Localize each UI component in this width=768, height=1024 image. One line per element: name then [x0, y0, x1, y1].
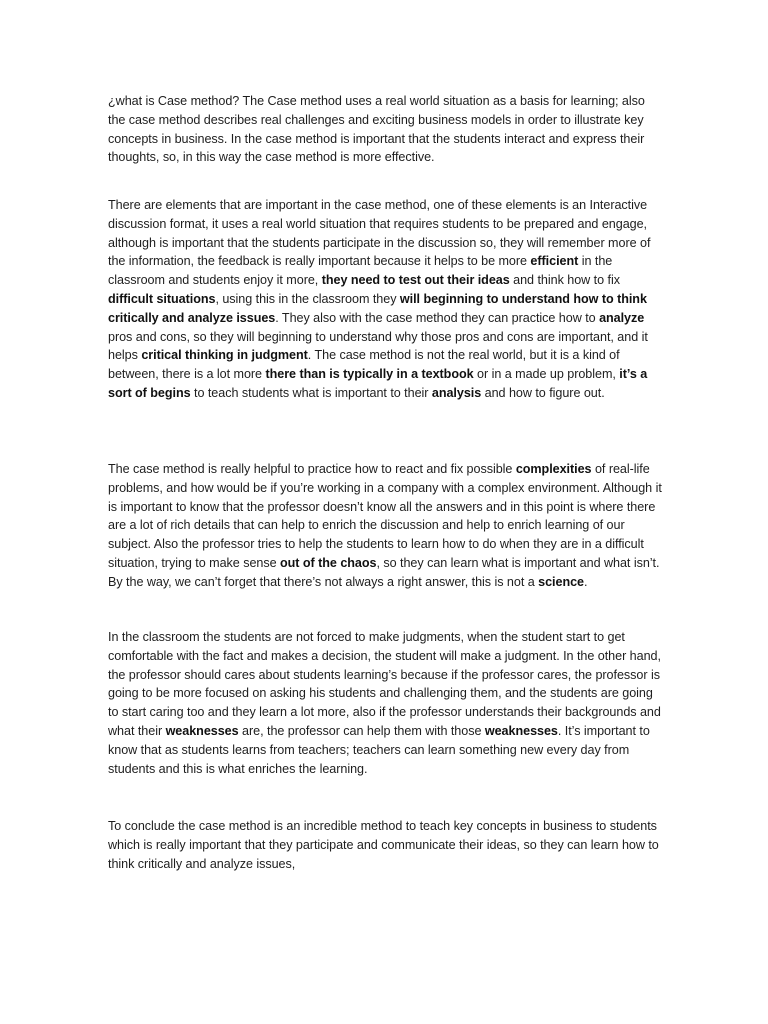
text-run: of real-life problems, and how would be if you’re working in a company with a complex environment. Although it is important to know that the professor doesn’t know all the answers and in this point is where there are a lot of rich details that can help to enrich the discussion and help to enrich learning of our subject. Also the professor tries to help the students to learn how to do when they are in a difficult situation, trying to make sense	[108, 462, 662, 570]
paragraph-classroom	[108, 628, 664, 778]
text-run: in the classroom and students enjoy it more,	[108, 254, 613, 288]
bold-phrase: science	[538, 574, 585, 589]
text-run: to teach students what is important to their	[190, 385, 432, 400]
bold-phrase: weaknesses	[165, 723, 239, 738]
text-run: .	[584, 574, 588, 589]
bold-phrase: there than is typically in a textbook	[265, 367, 474, 382]
bold-phrase: critical thinking in judgment	[141, 348, 308, 363]
text-run: , using this in the classroom they	[215, 291, 400, 306]
bold-phrase: it’s a sort of begins	[108, 367, 648, 400]
text-run: The case method is really helpful to practice how to react and fix possible	[108, 462, 516, 476]
text-run: . The case method is not the real world, but it is a kind of between, there is a lot more	[108, 348, 620, 382]
text-run: pros and cons, so they will beginning to understand why those pros and cons are important, and it helps	[108, 329, 648, 363]
text-run: , so they can learn what is important and what isn’t. By the way, we can’t forget that there’s not always a right answer, this is not a	[108, 555, 660, 589]
bold-phrase: they need to test out their ideas	[321, 273, 510, 288]
text-run: To conclude the case method is an incredible method to teach key concepts in business to students which is really important that they participate and communicate their ideas, so they can learn how to think critically and analyze issues,	[108, 819, 659, 871]
bold-phrase: difficult situations	[108, 291, 216, 306]
bold-phrase: weaknesses	[484, 723, 558, 738]
bold-phrase: efficient	[530, 254, 579, 269]
bold-phrase: complexities	[515, 462, 592, 476]
bold-phrase: analyze	[599, 310, 645, 325]
text-run: There are elements that are important in the case method, one of these elements is an Interactive discussion format, it uses a real world situation that requires students to be prepared and engage, although is important that the students participate in the discussion so, they will remember more of the information, the feedback is really important because it helps to be more	[108, 198, 651, 269]
text-run: ¿what is Case method? The Case method uses a real world situation as a basis for learning; also the case method describes real challenges and exciting business models in order to illustrate key concepts in business. In the case method is important that the students interact and express their thoughts, so, in this way the case method is more effective.	[108, 94, 645, 165]
text-run: In the classroom the students are not forced to make judgments, when the student start to get comfortable with the fact and makes a decision, the student will make a judgment. In the other hand, the professor should cares about students learning’s because if the professor cares, the professor is going to be more focused on asking his students and challenging them, and the students are going to start caring too and they learn a lot more, also if the professor understands their backgrounds and what their	[108, 630, 661, 738]
text-run: . It’s important to know that as students learns from teachers; teachers can learn something new every day from students and this is what enriches the learning.	[108, 723, 650, 776]
text-run: and how to figure out.	[481, 385, 605, 400]
text-run: or in a made up problem,	[473, 367, 620, 382]
bold-phrase: will beginning to understand how to think critically and analyze issues	[108, 291, 647, 325]
paragraph-intro	[108, 92, 664, 167]
bold-phrase: out of the chaos	[280, 555, 377, 570]
text-run: and think how to fix	[509, 273, 620, 288]
paragraph-elements	[108, 196, 664, 403]
bold-phrase: analysis	[431, 385, 482, 400]
paragraph-complexities	[108, 460, 664, 592]
text-run: are, the professor can help them with those	[238, 723, 485, 738]
text-run: . They also with the case method they can practice how to	[275, 310, 600, 325]
paragraph-conclusion	[108, 817, 664, 873]
